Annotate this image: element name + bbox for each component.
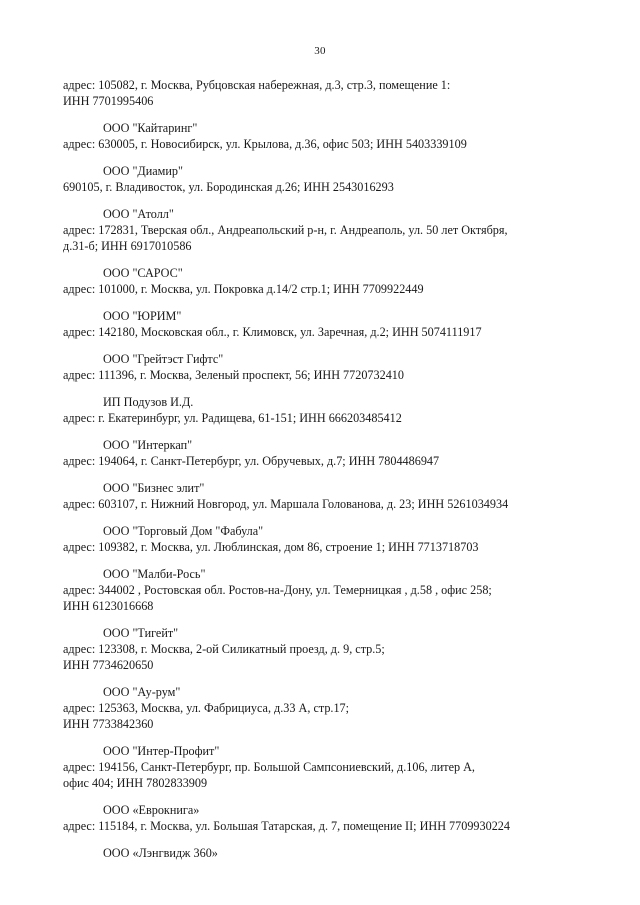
organization-address-line: 690105, г. Владивосток, ул. Бородинская д.26; ИНН 2543016293	[63, 180, 394, 194]
organization-address-line: адрес: 142180, Московская обл., г. Климовск, ул. Заречная, д.2; ИНН 5074111917	[63, 325, 482, 339]
organization-address-line: ИНН 7733842360	[63, 717, 154, 731]
organization-name: ООО "Интер-Профит"	[103, 744, 220, 758]
organization-entry	[63, 394, 583, 426]
organization-name: ООО "Ау-рум"	[103, 685, 181, 699]
organization-name: ООО "Кайтаринг"	[103, 121, 198, 135]
organization-address-line: ИНН 6123016668	[63, 599, 154, 613]
organization-entry	[63, 480, 583, 512]
organization-address-line: адрес: г. Екатеринбург, ул. Радищева, 61-151; ИНН 666203485412	[63, 411, 402, 425]
organization-address-line: адрес: 115184, г. Москва, ул. Большая Татарская, д. 7, помещение II; ИНН 7709930224	[63, 819, 510, 833]
organization-name: ООО "Атолл"	[103, 207, 174, 221]
organization-entry	[63, 77, 583, 109]
organization-name: ООО «Еврокнига»	[103, 803, 200, 817]
organization-address-line: адрес: 123308, г. Москва, 2-ой Силикатный проезд, д. 9, стр.5;	[63, 642, 385, 656]
organization-entry	[63, 625, 583, 673]
organization-address-line: адрес: 603107, г. Нижний Новгород, ул. Маршала Голованова, д. 23; ИНН 5261034934	[63, 497, 509, 511]
organization-entry	[63, 437, 583, 469]
organization-address-line: д.31-б; ИНН 6917010586	[63, 239, 192, 253]
organization-name: ООО "Тигейт"	[103, 626, 179, 640]
organization-address-line: адрес: 630005, г. Новосибирск, ул. Крылова, д.36, офис 503; ИНН 5403339109	[63, 137, 467, 151]
organization-address-line: адрес: 105082, г. Москва, Рубцовская набережная, д.3, стр.3, помещение 1:	[63, 78, 451, 92]
organization-entry	[63, 265, 583, 297]
organization-entry	[63, 120, 583, 152]
organization-entry	[63, 351, 583, 383]
organization-address-line: адрес: 125363, Москва, ул. Фабрициуса, д.33 А, стр.17;	[63, 701, 350, 715]
organization-address-line: ИНН 7734620650	[63, 658, 154, 672]
organization-address-line: адрес: 111396, г. Москва, Зеленый проспект, 56; ИНН 7720732410	[63, 368, 404, 382]
organization-entry	[63, 802, 583, 834]
organization-entry	[63, 566, 583, 614]
organization-entry	[63, 684, 583, 732]
organization-entry	[63, 743, 583, 791]
organization-name: ООО «Лэнгвидж 360»	[103, 846, 218, 860]
organization-entry	[63, 163, 583, 195]
page-number: 30	[314, 45, 326, 57]
organization-name: ООО "ЮРИМ"	[103, 309, 182, 323]
organization-address-line: адрес: 194156, Санкт-Петербург, пр. Большой Сампсониевский, д.106, литер А,	[63, 760, 475, 774]
organization-address-line: адрес: 172831, Тверская обл., Андреапольский р-н, г. Андреаполь, ул. 50 лет Октября,	[63, 223, 508, 237]
organization-address-line: офис 404; ИНН 7802833909	[63, 776, 208, 790]
organization-name: ООО "Торговый Дом "Фабула"	[103, 524, 264, 538]
organization-name: ООО "Малби-Рось"	[103, 567, 206, 581]
organization-entry	[63, 845, 583, 861]
organization-name: ООО "Бизнес элит"	[103, 481, 205, 495]
organization-address-line: адрес: 101000, г. Москва, ул. Покровка д.14/2 стр.1; ИНН 7709922449	[63, 282, 424, 296]
organization-name: ИП Подузов И.Д.	[103, 395, 194, 409]
organization-address-line: адрес: 344002 , Ростовская обл. Ростов-на-Дону, ул. Темерницкая , д.58 , офис 258;	[63, 583, 492, 597]
organization-address-line: ИНН 7701995406	[63, 94, 154, 108]
organization-list	[63, 77, 583, 872]
organization-name: ООО "САРОС"	[103, 266, 183, 280]
organization-entry	[63, 206, 583, 254]
organization-entry	[63, 308, 583, 340]
organization-entry	[63, 523, 583, 555]
organization-name: ООО "Грейтэст Гифтс"	[103, 352, 224, 366]
organization-name: ООО "Интеркап"	[103, 438, 193, 452]
organization-name: ООО "Диамир"	[103, 164, 183, 178]
organization-address-line: адрес: 194064, г. Санкт-Петербург, ул. Обручевых, д.7; ИНН 7804486947	[63, 454, 440, 468]
organization-address-line: адрес: 109382, г. Москва, ул. Люблинская, дом 86, строение 1; ИНН 7713718703	[63, 540, 479, 554]
